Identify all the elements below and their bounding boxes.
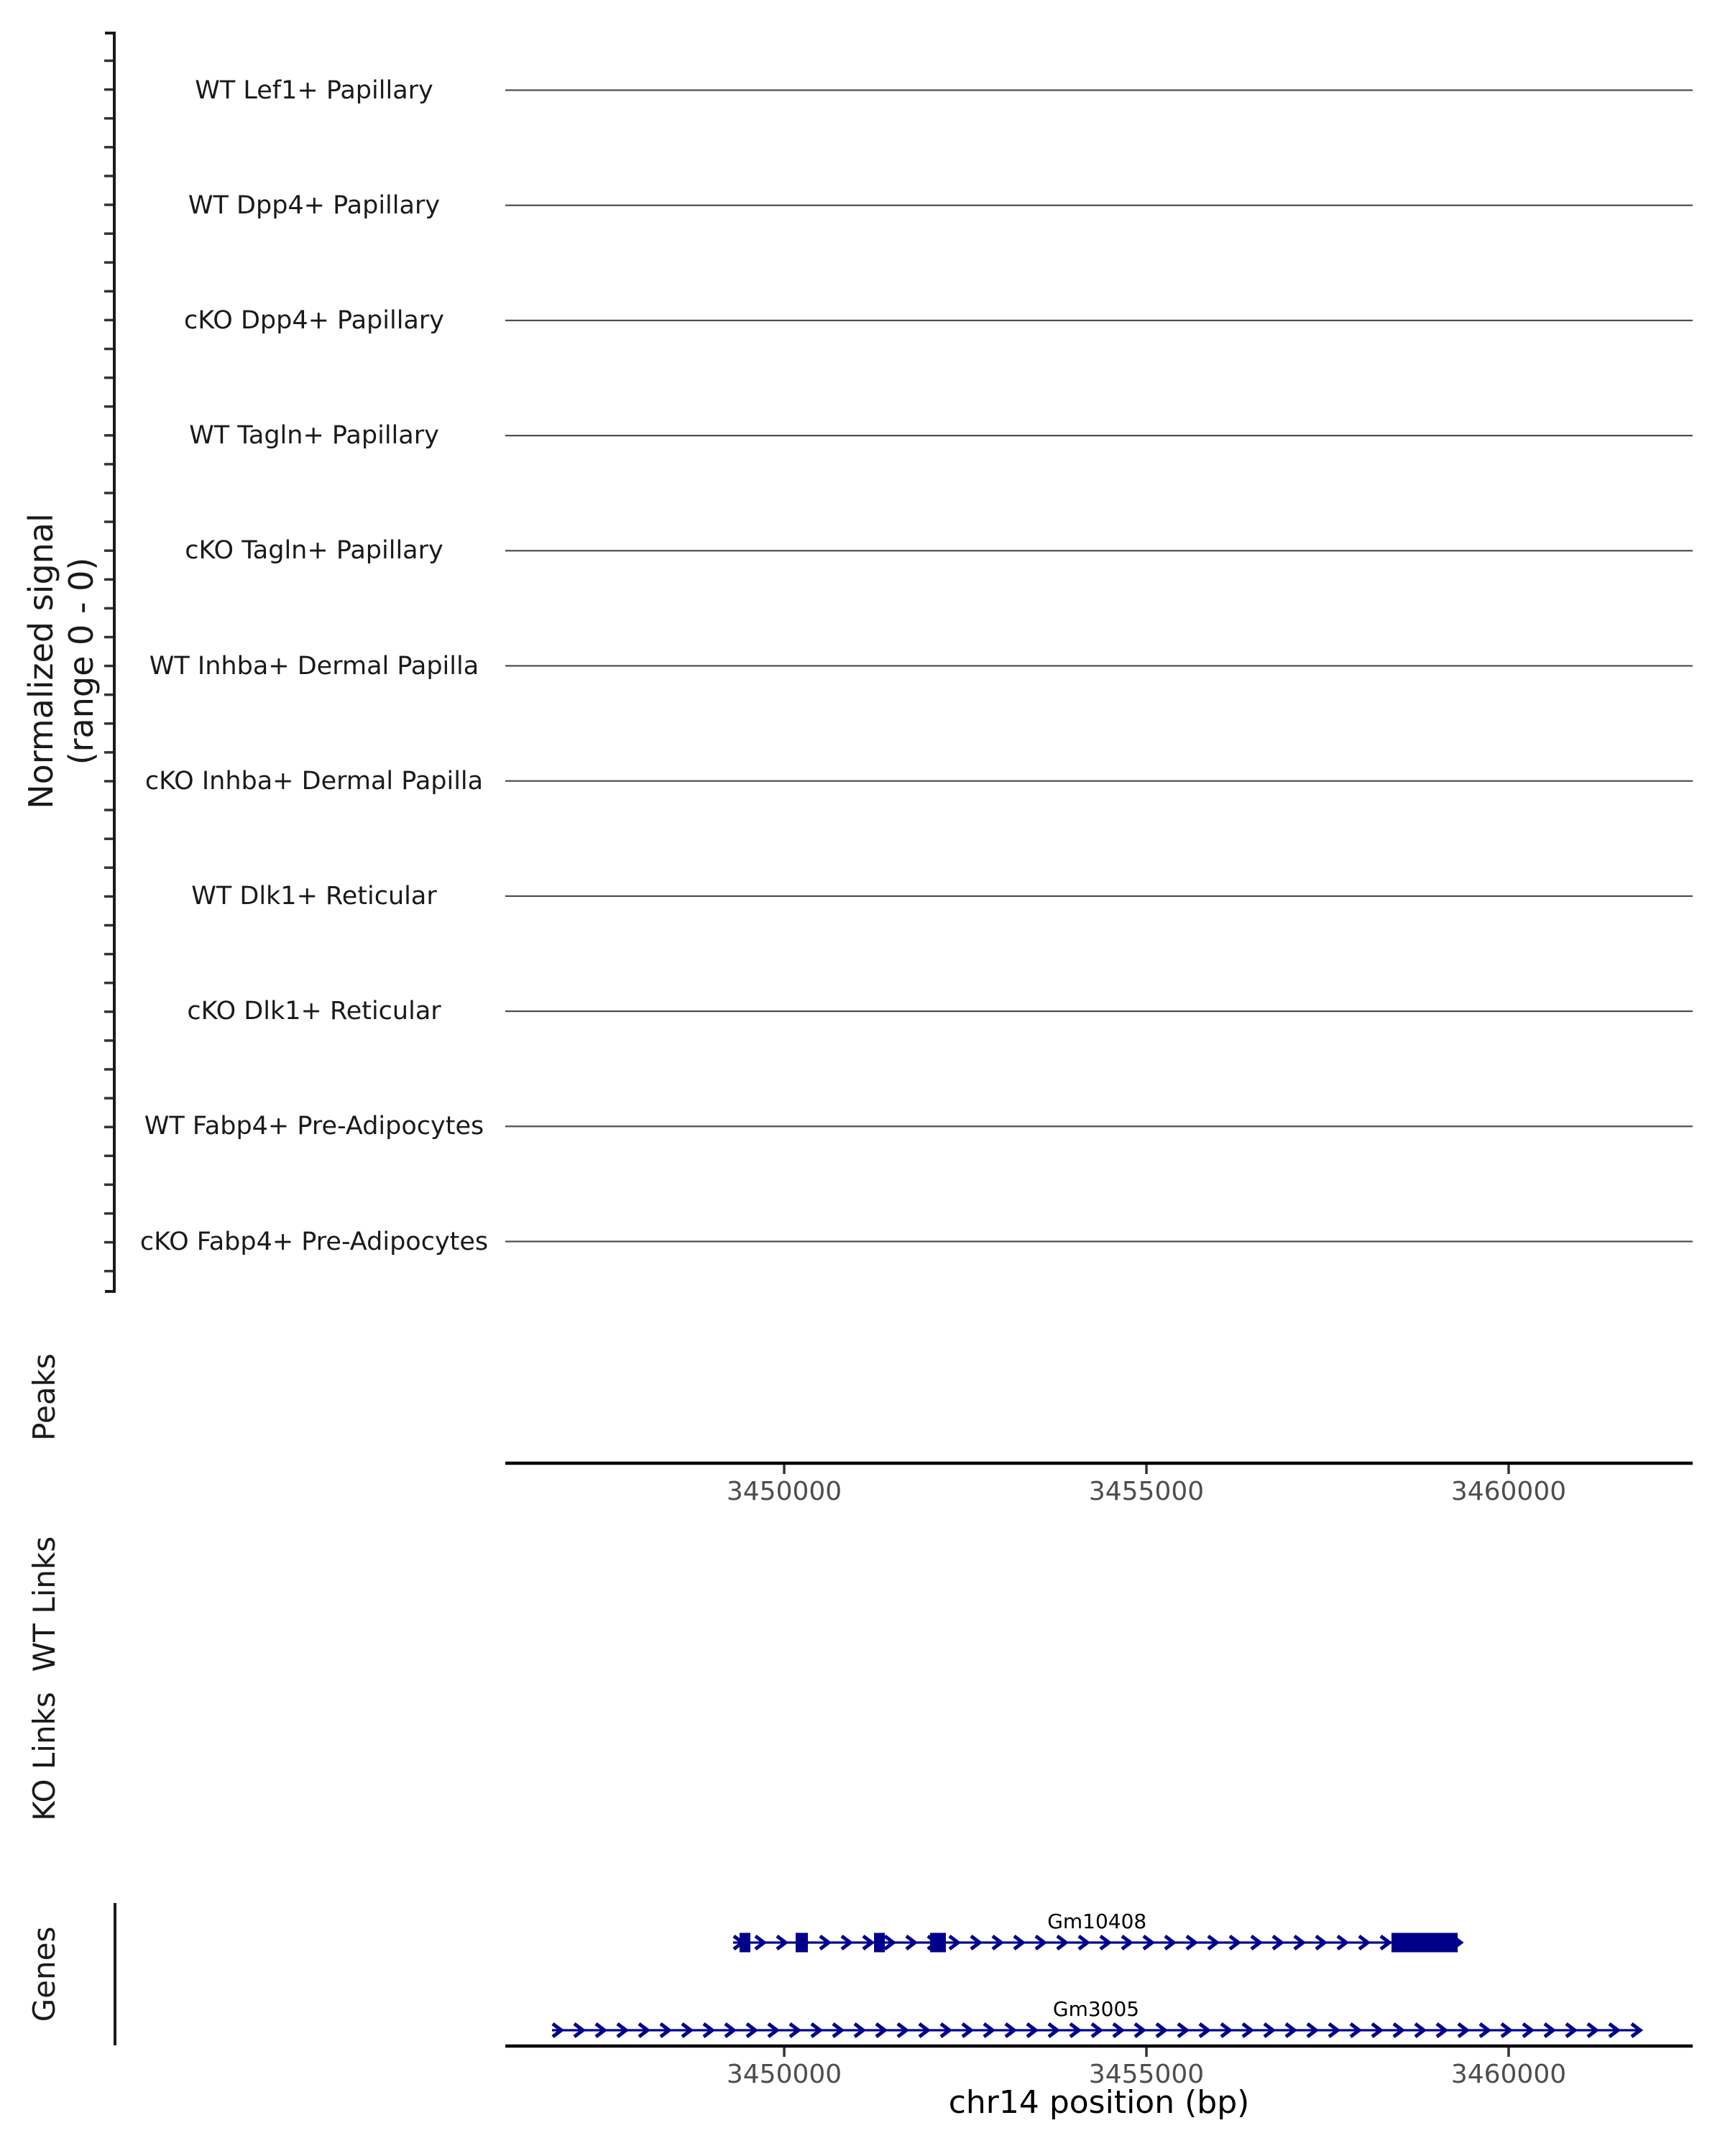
x-axis-tick [783,2047,786,2057]
signal-track-line [505,665,1693,666]
track-label: WT Dpp4+ Papillary [188,190,441,220]
signal-track-line [505,1010,1693,1012]
x-axis-tick-label: 3455000 [1088,2060,1205,2089]
y-axis-bracket-top-foot [105,32,115,34]
gene-name-label: Gm3005 [1052,1997,1140,2021]
track-label: cKO Dlk1+ Reticular [187,997,441,1026]
y-axis-label-line1: Normalized signal [22,513,60,809]
y-axis-tick [104,1097,113,1100]
y-axis-label-line2: (range 0 - 0) [62,557,101,765]
gene-exon [874,1933,885,1953]
section-label-wt-links: WT Links [27,1536,62,1672]
y-axis-bracket-bottom-foot [105,1290,115,1293]
gene-exon [740,1933,750,1953]
y-axis-tick [104,1155,113,1158]
y-axis-tick [104,232,113,235]
signal-track-line [505,205,1693,206]
track-label: cKO Fabp4+ Pre-Adipocytes [139,1227,489,1256]
genes-bracket [114,1903,116,2045]
x-axis-tick [1507,1465,1510,1474]
y-axis-tick [104,261,113,264]
y-axis-tick [104,60,113,63]
track-label: WT Lef1+ Papillary [195,75,433,105]
x-axis-tick-label: 3450000 [726,2060,842,2089]
y-axis-tick [104,1212,113,1215]
y-axis-tick [104,1039,113,1042]
signal-track-line [505,550,1693,551]
x-axis-tick [1145,1465,1148,1474]
track-label: WT Fabp4+ Pre-Adipocytes [144,1112,484,1141]
section-label-genes: Genes [27,1926,62,2022]
y-axis-tick [104,1270,113,1273]
x-axis-tick [1145,2047,1148,2057]
x-axis-label: chr14 position (bp) [948,2084,1250,2121]
gene-exon [796,1933,808,1953]
x-axis-tick [1507,2047,1510,2057]
y-axis-tick [104,982,113,985]
x-axis-tick-label: 3460000 [1450,2060,1567,2089]
y-axis-tick [104,175,113,178]
y-axis-tick [104,290,113,293]
x-axis-tick-label: 3455000 [1088,1477,1205,1506]
gene-name-label: Gm10408 [1047,1909,1147,1933]
y-axis-tick [104,1068,113,1071]
track-label: cKO Dpp4+ Papillary [184,305,444,335]
y-axis-tick [104,348,113,351]
signal-track-line [505,320,1693,321]
track-label: WT Tagln+ Papillary [189,421,439,451]
gene-exon [1392,1933,1458,1953]
x-axis-tick [783,1465,786,1474]
track-label: cKO Inhba+ Dermal Papilla [144,766,484,796]
signal-track-line [505,895,1693,897]
y-axis-tick [104,146,113,149]
peaks-x-axis [505,1462,1693,1465]
signal-track-line [505,89,1693,91]
position-x-axis [505,2045,1693,2048]
x-axis-tick-label: 3450000 [726,1477,842,1506]
section-label-peaks: Peaks [27,1353,62,1441]
signal-track-line [505,435,1693,436]
track-label: WT Dlk1+ Reticular [191,881,437,911]
y-axis-tick [104,117,113,120]
y-axis-tick [104,1184,113,1187]
gene-line [733,1941,1460,1943]
track-label: cKO Tagln+ Papillary [185,536,443,566]
signal-track-line [505,780,1693,782]
signal-track-line [505,1240,1693,1242]
section-label-ko-links: KO Links [27,1692,62,1821]
track-label: WT Inhba+ Dermal Papilla [149,651,479,681]
x-axis-tick-label: 3460000 [1450,1477,1567,1506]
signal-track-line [505,1125,1693,1127]
gene-exon [930,1933,946,1953]
